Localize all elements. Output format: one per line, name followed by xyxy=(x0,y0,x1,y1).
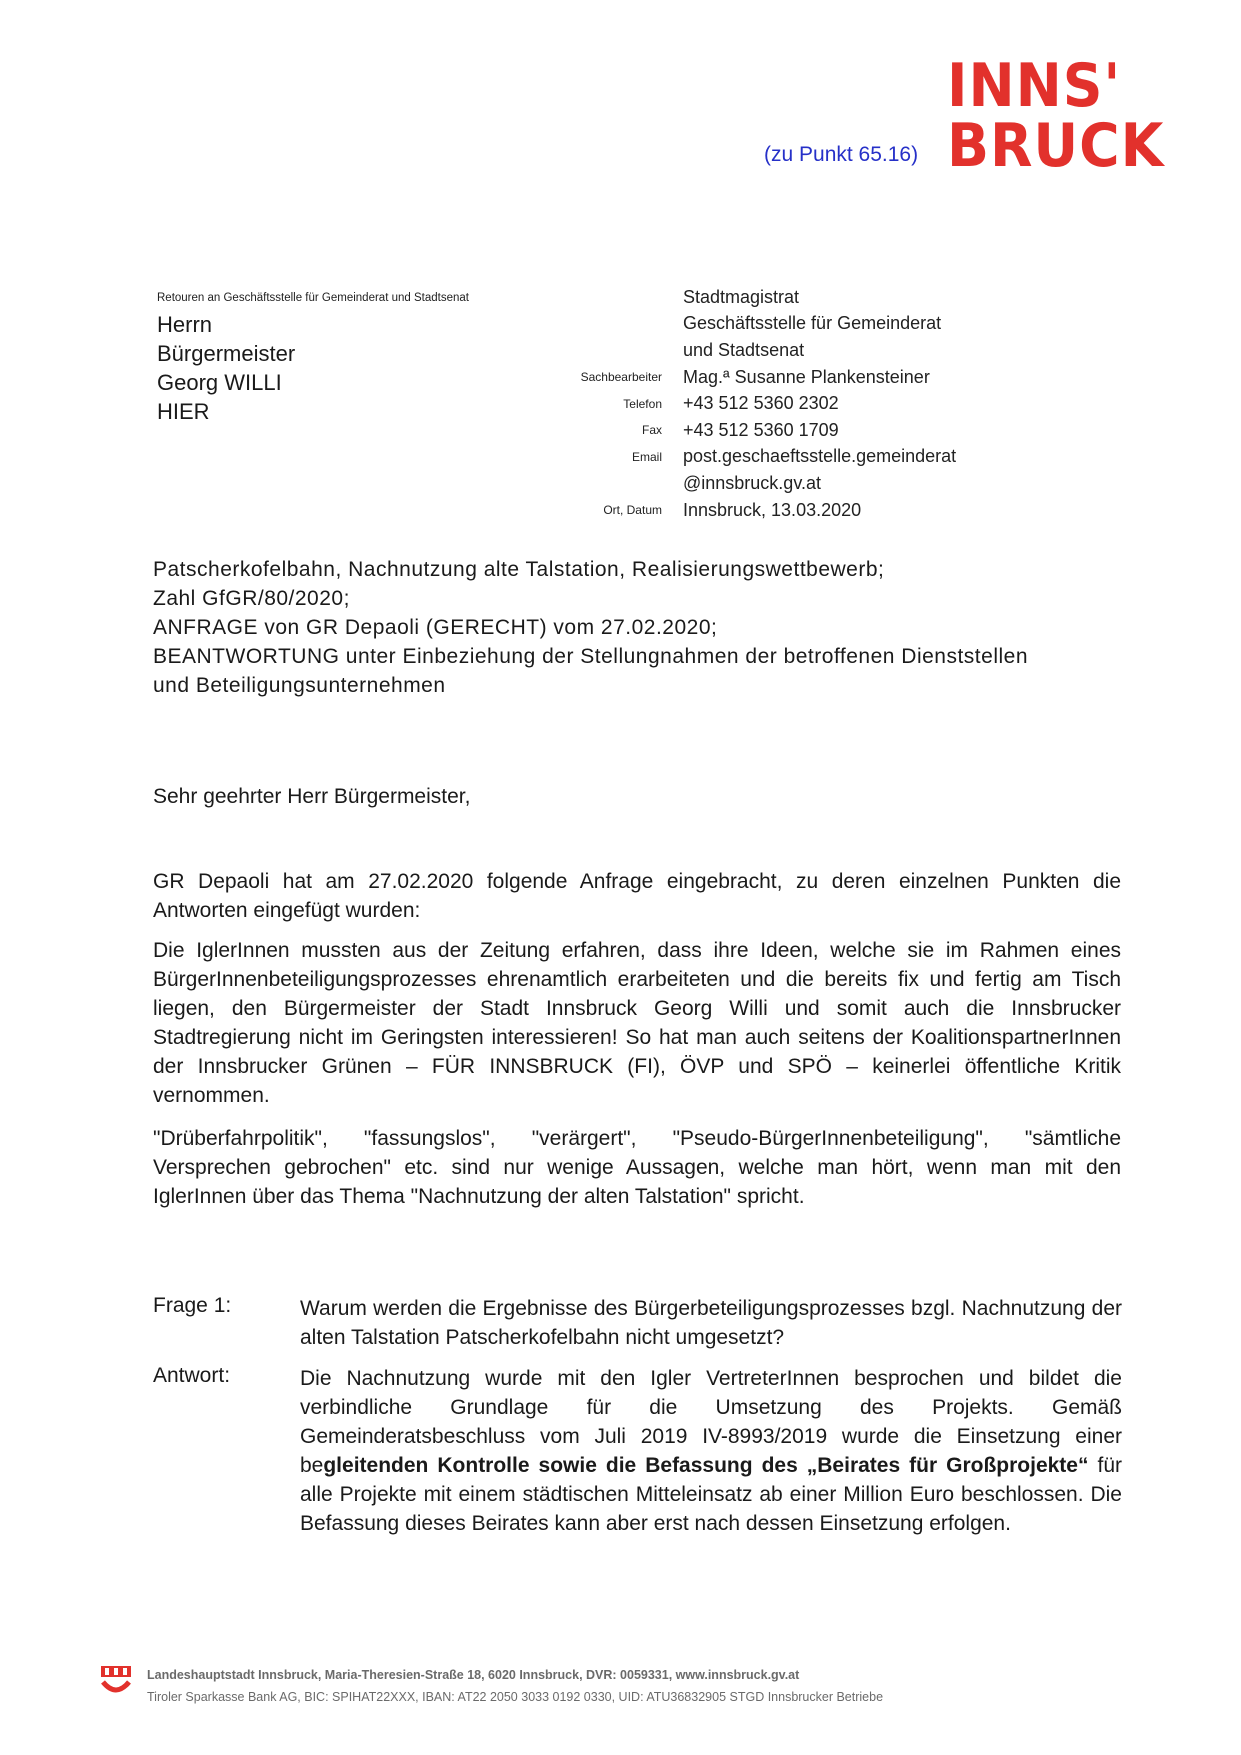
footer-line: Tiroler Sparkasse Bank AG, BIC: SPIHAT22XXX, IBAN: AT22 2050 3033 0192 0330, UID: ATU36832905 STGD Innsbrucker Betriebe xyxy=(147,1690,884,1704)
question-label: Frage 1: xyxy=(153,1294,232,1317)
footer-line: Landeshauptstadt Innsbruck, Maria-Theresien-Straße 18, 6020 Innsbruck, DVR: 0059331, www.innsbruck.gv.at xyxy=(147,1668,800,1682)
sender-label: Fax xyxy=(641,423,662,438)
salutation: Sehr geehrter Herr Bürgermeister, xyxy=(153,785,471,808)
sender-label xyxy=(500,337,662,364)
sender-value: Stadtmagistrat xyxy=(683,286,800,307)
sender-label: Telefon xyxy=(623,396,662,411)
subject-line: ANFRAGE von GR Depaoli (GERECHT) vom 27.02.2020; xyxy=(153,616,718,639)
logo-line-1: INNS' xyxy=(947,51,1122,121)
sender-label xyxy=(500,284,662,311)
recipient-line: HIER xyxy=(157,399,210,424)
answer-text-bold: gleitenden Kontrolle sowie die Befassung des „Beirates für Großprojekte“ xyxy=(323,1454,1089,1477)
subject-line: Patscherkofelbahn, Nachnutzung alte Talstation, Realisierungswettbewerb; xyxy=(153,558,885,581)
subject-line: und Beteiligungsunternehmen xyxy=(153,674,446,697)
recipient-line: Bürgermeister xyxy=(157,341,296,366)
intro-paragraph: GR Depaoli hat am 27.02.2020 folgende Anfrage eingebracht, zu deren einzelnen Punkten die Antworten eingefügt wurden: xyxy=(153,870,1121,922)
innsbruck-logo xyxy=(947,51,1187,181)
recipient-line: Herrn xyxy=(157,312,213,337)
answer-label: Antwort: xyxy=(153,1364,231,1387)
sender-value: +43 512 5360 2302 xyxy=(683,393,839,414)
subject-block xyxy=(153,555,1153,700)
subject-line: BEANTWORTUNG unter Einbeziehung der Stellungnahmen der betroffenen Dienststellen xyxy=(153,645,1029,668)
sender-label: Email xyxy=(631,449,662,464)
body-paragraph: Die IglerInnen mussten aus der Zeitung erfahren, dass ihre Ideen, welche sie im Rahmen eines BürgerInnenbeteiligungsprozesses ehrenamtlich erarbeiteten und die bereits fix und fertig am Tisch liegen, den Bürgermeister der Stadt Innsbruck Georg Willi und somit auch die Innsbrucker Stadtregierung nicht im Geringsten interessieren! So hat man auch seitens der KoalitionspartnerInnen der Innsbrucker Grünen – FÜR INNSBRUCK (FI), ÖVP und SPÖ – keinerlei öffentliche Kritik vernommen. xyxy=(153,939,1121,1107)
sender-value: Geschäftsstelle für Gemeinderat xyxy=(683,313,942,334)
city-emblem-icon xyxy=(101,1664,131,1698)
answer-text-part: Die Nachnutzung wurde mit den Igler VertreterInnen besprochen und bildet die verbindliche Grundlage für die Umsetzung des Projekts. Gemäß Gemeinderatsbeschluss vom Juli 2019 IV-8993/2019 wurde die Einsetzung einer be xyxy=(300,1367,1122,1477)
recipient-line: Georg WILLI xyxy=(157,370,282,395)
footer xyxy=(147,1664,883,1708)
body-paragraph: "Drüberfahrpolitik", "fassungslos", "verärgert", "Pseudo-BürgerInnenbeteiligung", "sämtliche Versprechen gebrochen" etc. sind nur wenige Aussagen, welche man hört, wenn man mit den IglerInnen über das Thema "Nachnutzung der alten Talstation" spricht. xyxy=(153,1127,1121,1208)
subject-line: Zahl GfGR/80/2020; xyxy=(153,587,350,610)
answer-text xyxy=(300,1364,1122,1538)
sender-value: @innsbruck.gv.at xyxy=(683,472,821,493)
sender-values xyxy=(683,284,956,523)
reference-note: (zu Punkt 65.16) xyxy=(764,143,919,166)
question-text: Warum werden die Ergebnisse des Bürgerbeteiligungsprozesses bzgl. Nachnutzung der alten Talstation Patscherkofelbahn nicht umgesetzt? xyxy=(300,1297,1122,1349)
sender-label xyxy=(500,470,662,497)
return-address-line: Retouren an Geschäftsstelle für Gemeinderat und Stadtsenat xyxy=(157,292,469,304)
sender-value: Mag.ª Susanne Plankensteiner xyxy=(683,366,930,387)
answer-text-part: für alle Projekte mit einem städtischen Mitteleinsatz ab einer Million Euro beschlossen. Die Befassung dieses Beirates kann aber erst nach dessen Einsetzung erfolgen. xyxy=(300,1454,1122,1535)
sender-value: post.geschaeftsstelle.gemeinderat xyxy=(683,446,957,467)
logo-line-2: BRUCK xyxy=(947,111,1165,181)
sender-label: Sachbearbeiter xyxy=(580,370,662,385)
sender-labels xyxy=(500,284,662,523)
sender-label xyxy=(500,311,662,338)
sender-label: Ort, Datum xyxy=(603,503,662,518)
sender-value: Innsbruck, 13.03.2020 xyxy=(683,499,862,520)
recipient-block xyxy=(157,310,295,426)
sender-value: +43 512 5360 1709 xyxy=(683,419,839,440)
sender-value: und Stadtsenat xyxy=(683,339,805,360)
